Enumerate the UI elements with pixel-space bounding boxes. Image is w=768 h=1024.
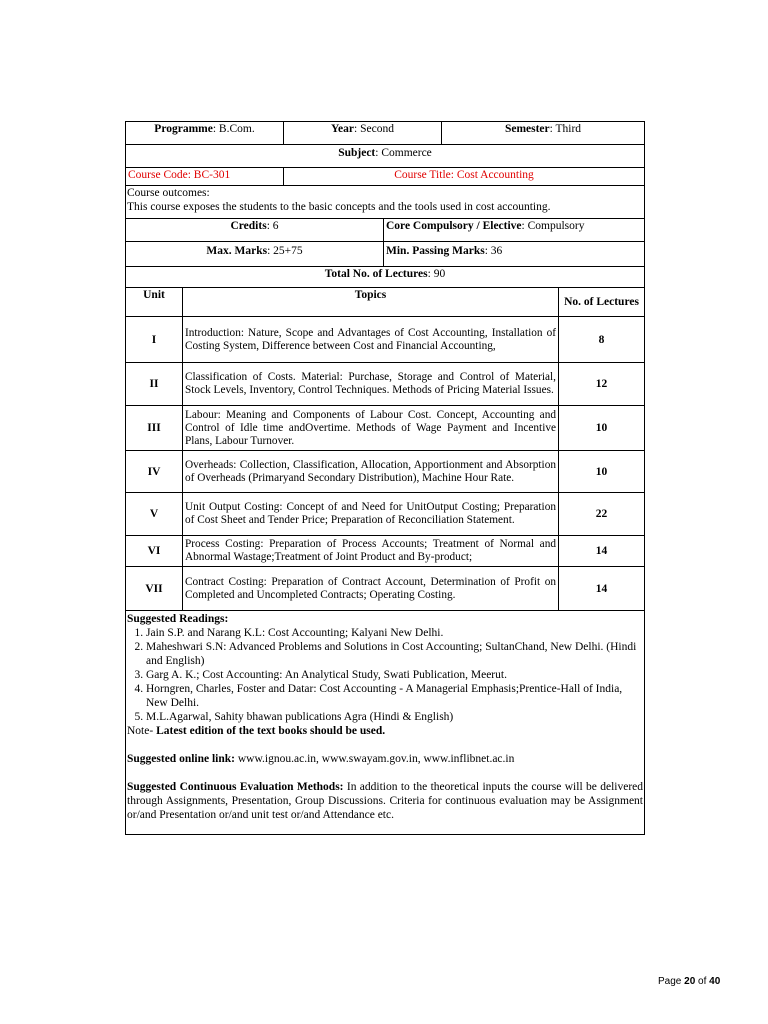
online-label: Suggested online link: bbox=[127, 753, 235, 765]
unit-number: I bbox=[126, 317, 183, 363]
unit-lectures: 10 bbox=[559, 451, 645, 493]
eval-label: Suggested Continuous Evaluation Methods: bbox=[127, 781, 344, 793]
subject-cell bbox=[126, 145, 644, 167]
page-current: 20 bbox=[684, 976, 696, 987]
max-marks-label: Max. Marks bbox=[206, 245, 268, 257]
outcomes-row bbox=[126, 186, 644, 219]
max-marks-value: : 25+75 bbox=[267, 245, 303, 257]
programme-value: : B.Com. bbox=[212, 123, 255, 135]
unit-topic: Contract Costing: Preparation of Contract Account, Determination of Profit on Completed and Uncompleted Contracts; Operating Costing. bbox=[183, 567, 559, 611]
credits-cell bbox=[126, 219, 384, 241]
note-text: Latest edition of the text books should be used. bbox=[153, 725, 386, 737]
syllabus-table bbox=[125, 121, 645, 835]
units-table-wrap bbox=[126, 287, 644, 611]
year-label: Year bbox=[331, 123, 355, 135]
reading-item: 2. Maheshwari S.N: Advanced Problems and Solutions in Cost Accounting; SultanChand, New Delhi. (Hindi and English) bbox=[146, 640, 643, 668]
unit-topic: Labour: Meaning and Components of Labour Cost. Concept, Accounting and Control of Idle time andOvertime. Methods of Wage Payment and Incentive Plans, Labour Turnover. bbox=[183, 406, 559, 451]
unit-lectures: 12 bbox=[559, 363, 645, 406]
unit-topic: Classification of Costs. Material: Purchase, Storage and Control of Material, Stock Levels, Inventory, Control Techniques. Methods of Pricing Material Issues. bbox=[183, 363, 559, 406]
year-value: : Second bbox=[354, 123, 394, 135]
unit-topic: Process Costing: Preparation of Process Accounts; Treatment of Normal and Abnormal Wastage;Treatment of Joint Product and By-product; bbox=[183, 536, 559, 567]
unit-number: VII bbox=[126, 567, 183, 611]
online-link bbox=[127, 752, 643, 766]
units-table-header bbox=[126, 288, 645, 317]
table-row bbox=[126, 493, 645, 536]
credits-label: Credits bbox=[230, 220, 267, 232]
table-row bbox=[126, 317, 645, 363]
outcomes-cell bbox=[126, 186, 644, 218]
semester-value: : Third bbox=[549, 123, 582, 135]
reading-item: 3. Garg A. K.; Cost Accounting: An Analytical Study, Swati Publication, Meerut. bbox=[146, 668, 643, 682]
page-number bbox=[658, 976, 720, 987]
subject-value: : Commerce bbox=[375, 147, 432, 159]
core-cell bbox=[384, 219, 644, 241]
unit-number: III bbox=[126, 406, 183, 451]
outcomes-label: Course outcomes: bbox=[127, 187, 210, 199]
year-cell bbox=[284, 122, 442, 144]
unit-number: V bbox=[126, 493, 183, 536]
course-code: Course Code: BC-301 bbox=[126, 168, 284, 185]
unit-lectures: 22 bbox=[559, 493, 645, 536]
subject-row bbox=[126, 145, 644, 168]
min-pass-value: : 36 bbox=[484, 245, 503, 257]
subject-label: Subject bbox=[338, 147, 376, 159]
col-unit-header: Unit bbox=[126, 288, 183, 317]
readings-note bbox=[127, 724, 643, 738]
core-value: : Compulsory bbox=[521, 220, 585, 232]
credits-value: : 6 bbox=[266, 220, 279, 232]
unit-number: II bbox=[126, 363, 183, 406]
min-pass-cell bbox=[384, 242, 644, 266]
course-title: Course Title: Cost Accounting bbox=[394, 169, 534, 181]
unit-lectures: 10 bbox=[559, 406, 645, 451]
units-table bbox=[125, 287, 645, 611]
marks-row bbox=[126, 242, 644, 267]
eval-value: In addition to the theoretical inputs the course will be delivered through Assignments, Presentation, Group Discussions. Criteria for continuous evaluation may be Assignment or/and Presentation or/and unit test or/and Attendance etc. bbox=[127, 781, 643, 821]
col-topics-header: Topics bbox=[183, 288, 559, 317]
total-lectures-row bbox=[126, 267, 644, 288]
programme-cell bbox=[126, 122, 284, 144]
total-lectures-value: : 90 bbox=[427, 268, 446, 280]
reading-item: 5. M.L.Agarwal, Sahity bhawan publications Agra (Hindi & English) bbox=[146, 710, 643, 724]
outcomes-text: This course exposes the students to the basic concepts and the tools used in cost accounting. bbox=[127, 201, 551, 213]
core-label: Core Compulsory / Elective bbox=[386, 220, 522, 232]
table-row bbox=[126, 536, 645, 567]
table-row bbox=[126, 363, 645, 406]
total-lectures-label: Total No. of Lectures bbox=[324, 268, 428, 280]
table-row bbox=[126, 406, 645, 451]
table-row bbox=[126, 451, 645, 493]
page-of: of bbox=[695, 976, 710, 987]
course-row bbox=[126, 168, 644, 186]
semester-label: Semester bbox=[504, 123, 550, 135]
reading-item: 1. Jain S.P. and Narang K.L: Cost Accounting; Kalyani New Delhi. bbox=[146, 626, 643, 640]
readings-list bbox=[127, 626, 643, 724]
readings-section bbox=[126, 611, 644, 834]
programme-row bbox=[126, 122, 644, 145]
credits-row bbox=[126, 219, 644, 242]
reading-item: 4. Horngren, Charles, Foster and Datar: Cost Accounting - A Managerial Emphasis;Prentice-Hall of India, New Delhi. bbox=[146, 682, 643, 710]
unit-number: IV bbox=[126, 451, 183, 493]
unit-lectures: 8 bbox=[559, 317, 645, 363]
unit-topic: Overheads: Collection, Classification, Allocation, Apportionment and Absorption of Overheads (Primaryand Secondary Distribution), Machine Hour Rate. bbox=[183, 451, 559, 493]
unit-topic: Unit Output Costing: Concept of and Need for UnitOutput Costing; Preparation of Cost Sheet and Tender Price; Preparation of Reconciliation Statement. bbox=[183, 493, 559, 536]
min-pass-label: Min. Passing Marks bbox=[386, 245, 485, 257]
unit-topic: Introduction: Nature, Scope and Advantages of Cost Accounting, Installation of Costing System, Difference between Cost and Financial Accounting, bbox=[183, 317, 559, 363]
note-prefix: Note- bbox=[127, 725, 154, 737]
total-lectures-cell bbox=[126, 267, 644, 287]
readings-title: Suggested Readings: bbox=[127, 613, 229, 625]
semester-cell bbox=[442, 122, 644, 144]
col-lectures-header: No. of Lectures bbox=[559, 288, 645, 317]
page-prefix: Page bbox=[658, 976, 685, 987]
unit-lectures: 14 bbox=[559, 567, 645, 611]
unit-lectures: 14 bbox=[559, 536, 645, 567]
max-marks-cell bbox=[126, 242, 384, 266]
unit-number: VI bbox=[126, 536, 183, 567]
programme-label: Programme bbox=[154, 123, 213, 135]
table-row bbox=[126, 567, 645, 611]
page-total: 40 bbox=[709, 976, 721, 987]
online-value: www.ignou.ac.in, www.swayam.gov.in, www.inflibnet.ac.in bbox=[235, 753, 515, 765]
evaluation-methods bbox=[127, 780, 643, 822]
